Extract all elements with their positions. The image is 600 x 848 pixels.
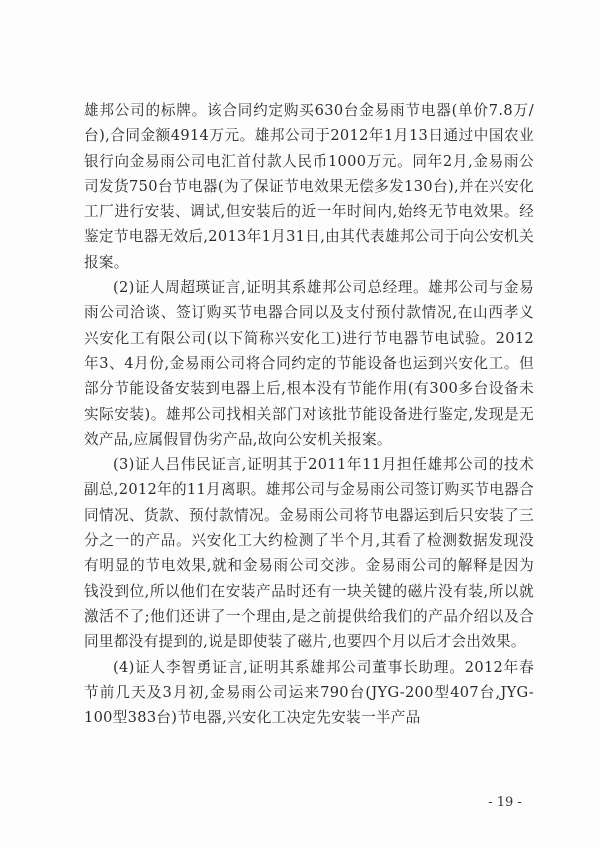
paragraph-continuation: 雄邦公司的标牌。该合同约定购买630台金易雨节电器(单价7.8万/台),合同金额4914万元。雄邦公司于2012年1月13日通过中国农业银行向金易雨公司电汇首付款人民币1000万元。同年2月,金易雨公司发货750台节电器(为了保证节电效果无偿多发130台),并在兴安化工厂进行安装、调试,但安装后的近一年时间内,始终无节电效果。经鉴定节电器无效后,2013年1月31日,由其代表雄邦公司于向公安机关报案。 xyxy=(84,102,534,271)
paragraph-witness-4: (4)证人李智勇证言,证明其系雄邦公司董事长助理。2012年春节前几天及3月初,金易雨公司运来790台(JYG-200型407台,JYG-100型383台)节电器,兴安化工决定先安装一半产品 xyxy=(84,658,534,727)
paragraph-witness-2: (2)证人周超瑛证言,证明其系雄邦公司总经理。雄邦公司与金易雨公司洽谈、签订购买节电器合同以及支付预付款情况,在山西孝义兴安化工有限公司(以下简称兴安化工)进行节电器节电试验。2012年3、4月份,金易雨公司将合同约定的节能设备也运到兴安化工。但部分节能设备安装到电器上后,根本没有节能作用(有300多台设备未实际安装)。雄邦公司找相关部门对该批节能设备进行鉴定,发现是无效产品,应属假冒伪劣产品,故向公安机关报案。 xyxy=(84,279,534,448)
document-body xyxy=(84,98,534,730)
paragraph-witness-3: (3)证人吕伟民证言,证明其于2011年11月担任雄邦公司的技术副总,2012年的11月离职。雄邦公司与金易雨公司签订购买节电器合同情况、货款、预付款情况。金易雨公司将节电器运到后只安装了三分之一的产品。兴安化工大约检测了半个月,其看了检测数据发现没有明显的节电效果,就和金易雨公司交涉。金易雨公司的解释是因为钱没到位,所以他们在安装产品时还有一块关键的磁片没有装,所以就激活不了;他们还讲了一个理由,是之前提供给我们的产品介绍以及合同里都没有提到的,说是即使装了磁片,也要四个月以后才会出效果。 xyxy=(84,456,534,651)
page-number: - 19 - xyxy=(488,795,522,810)
